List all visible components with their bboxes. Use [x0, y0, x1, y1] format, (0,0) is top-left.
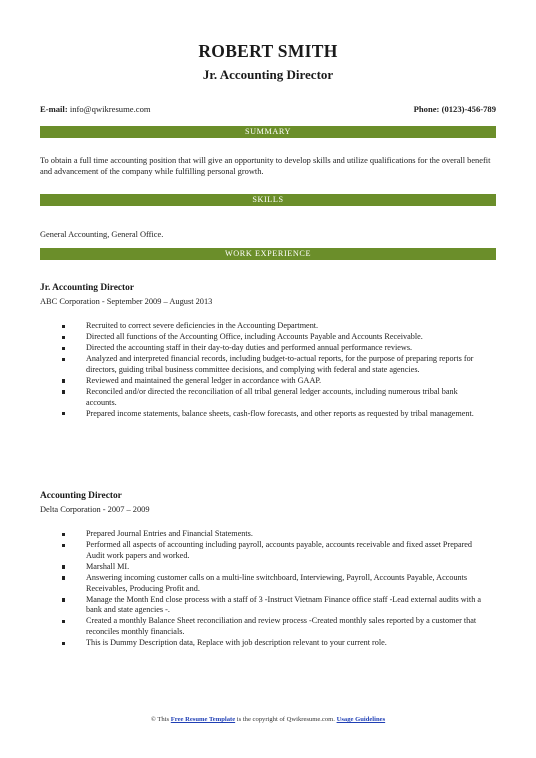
email-block: [40, 104, 151, 114]
experience-heading: WORK EXPERIENCE: [40, 248, 496, 260]
list-item: Answering incoming customer calls on a multi-line switchboard, Interviewing, Payroll, Accounts Payable, Accounts Receivables, Producing Profit and.: [62, 573, 482, 595]
list-item: Created a monthly Balance Sheet reconciliation and review process -Created monthly sales reported by a customer that reconciles monthly financials.: [62, 616, 482, 638]
list-item: Analyzed and interpreted financial records, including budget-to-actual reports, for the purpose of preparing reports for directors, guiding tribal business committee decisions, and complying with federal and state agencies.: [62, 354, 482, 376]
candidate-name: ROBERT SMITH: [198, 41, 338, 61]
job-company-dates: Delta Corporation - 2007 – 2009: [40, 505, 150, 514]
list-item: This is Dummy Description data, Replace with job description relevant to your current role.: [62, 638, 482, 649]
list-item: Reconciled and/or directed the reconciliation of all tribal general ledger accounts, including numerous tribal bank accounts.: [62, 387, 482, 409]
summary-heading: SUMMARY: [40, 126, 496, 138]
list-item: Directed all functions of the Accounting Office, including Accounts Payable and Accounts Receivable.: [62, 332, 482, 343]
list-item: Manage the Month End close process with a staff of 3 -Instruct Vietnam Finance office staff -Lead external audits with a bank and state agencies -.: [62, 595, 482, 617]
job-title: Jr. Accounting Director: [40, 283, 134, 293]
free-resume-template-link[interactable]: Free Resume Template: [170, 716, 236, 723]
list-item: Performed all aspects of accounting including payroll, accounts payable, accounts receivable and fixed asset Prepared Audit work papers and worked.: [62, 540, 482, 562]
footer-prefix: © This: [150, 716, 170, 723]
job-duties-list: [62, 321, 482, 419]
phone-value: (0123)-456-789: [441, 104, 496, 114]
email-label: E-mail:: [40, 104, 68, 114]
footer-middle: is the copyright of Qwikresume.com.: [236, 716, 335, 723]
candidate-title: Jr. Accounting Director: [202, 67, 334, 82]
email-value: info@qwikresume.com: [69, 104, 151, 114]
list-item: Prepared Journal Entries and Financial Statements.: [62, 529, 482, 540]
phone-label: Phone:: [413, 104, 440, 114]
skills-text: General Accounting, General Office.: [40, 230, 164, 239]
contact-row: [40, 104, 496, 114]
list-item: Prepared income statements, balance sheets, cash-flow forecasts, and other reports as requested by tribal management.: [62, 409, 482, 420]
job-duties-list: [62, 529, 482, 649]
list-item: Reviewed and maintained the general ledger in accordance with GAAP.: [62, 376, 482, 387]
summary-text: To obtain a full time accounting position that will give an opportunity to develop skills and utilize qualifications for the overall benefit and advancement of the company while fulfilling personal growth.: [40, 156, 491, 177]
list-item: Marshall MI.: [62, 562, 482, 573]
skills-heading: SKILLS: [40, 194, 496, 206]
list-item: Directed the accounting staff in their day-to-day duties and performed annual performance reviews.: [62, 343, 482, 354]
usage-guidelines-link[interactable]: Usage Guidelines: [336, 716, 386, 723]
job-title: Accounting Director: [40, 491, 122, 501]
list-item: Recruited to correct severe deficiencies in the Accounting Department.: [62, 321, 482, 332]
copyright-footer: [0, 716, 536, 723]
job-company-dates: ABC Corporation - September 2009 – August 2013: [40, 297, 213, 306]
phone-block: [414, 104, 496, 114]
